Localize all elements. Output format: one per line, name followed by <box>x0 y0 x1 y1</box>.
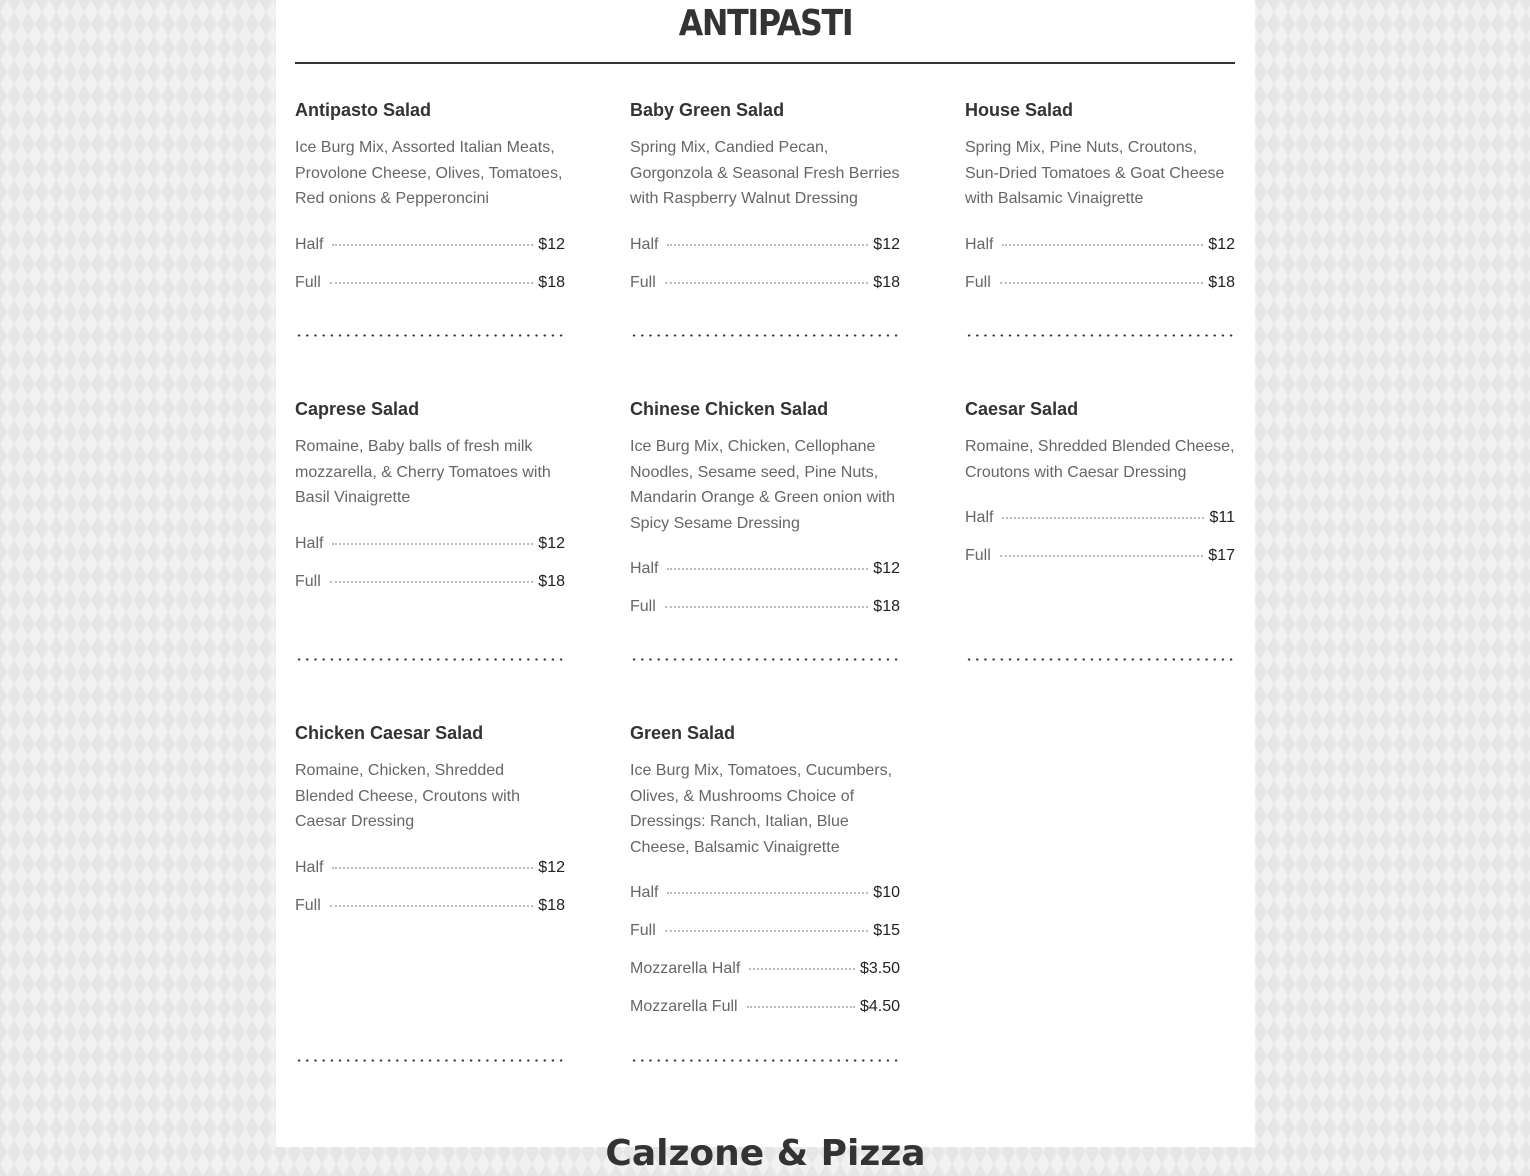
price-label: Full <box>295 572 321 590</box>
price-value: $12 <box>538 858 565 876</box>
price-value: $18 <box>538 896 565 914</box>
item-description: Romaine, Chicken, Shredded Blended Cheese, Croutons with Caesar Dressing <box>295 762 521 831</box>
price-value: $17 <box>1208 547 1235 565</box>
item-separator <box>630 658 900 661</box>
dot-leader <box>1000 282 1204 284</box>
menu-item-chicken-caesar-salad <box>295 722 565 935</box>
price-label: Half <box>965 509 994 527</box>
dot-leader <box>330 581 534 583</box>
price-label: Mozzarella Full <box>630 998 738 1016</box>
item-separator <box>295 334 565 337</box>
item-separator <box>965 658 1235 661</box>
item-name: Chinese Chicken Salad <box>630 399 829 419</box>
price-row <box>630 274 900 312</box>
price-list <box>965 509 1235 585</box>
item-separator <box>630 334 900 337</box>
item-name: Baby Green Salad <box>630 100 785 120</box>
price-value: $18 <box>873 598 900 616</box>
price-list <box>965 236 1235 312</box>
price-list <box>630 236 900 312</box>
price-value: $12 <box>873 560 900 578</box>
price-label: Full <box>965 273 991 291</box>
price-list <box>295 535 565 611</box>
price-row <box>630 560 900 598</box>
dot-leader <box>1002 244 1203 246</box>
item-description: Spring Mix, Pine Nuts, Croutons, Sun-Dried Tomatoes & Goat Cheese with Balsamic Vinaigrette <box>965 139 1225 208</box>
price-row <box>295 859 565 897</box>
price-row <box>965 236 1235 274</box>
dot-leader <box>330 282 534 284</box>
dot-leader <box>332 867 533 869</box>
price-value: $18 <box>1208 273 1235 291</box>
item-description: Spring Mix, Candied Pecan, Gorgonzola & Seasonal Fresh Berries with Raspberry Walnut Dressing <box>630 139 900 208</box>
price-value: $3.50 <box>859 960 900 978</box>
item-description: Ice Burg Mix, Tomatoes, Cucumbers, Olives, & Mushrooms Choice of Dressings: Ranch, Italian, Blue Cheese, Balsamic Vinaigrette <box>630 762 893 856</box>
price-list <box>630 884 900 1036</box>
price-value: $4.50 <box>859 998 900 1016</box>
item-separator <box>295 1059 565 1062</box>
price-row <box>630 598 900 636</box>
item-description: Romaine, Shredded Blended Cheese, Croutons with Caesar Dressing <box>965 438 1235 481</box>
dot-leader <box>332 543 533 545</box>
price-row <box>965 509 1235 547</box>
price-label: Half <box>630 235 659 253</box>
price-label: Half <box>295 235 324 253</box>
dot-leader <box>1002 517 1204 519</box>
item-description: Ice Burg Mix, Chicken, Cellophane Noodles, Sesame seed, Pine Nuts, Mandarin Orange & Green onion with Spicy Sesame Dressing <box>630 438 896 532</box>
next-section-title: Calzone & Pizza <box>605 1133 926 1174</box>
price-label: Half <box>295 858 324 876</box>
price-label: Full <box>295 896 321 914</box>
price-value: $12 <box>873 235 900 253</box>
dot-leader <box>747 1006 855 1008</box>
price-row <box>630 236 900 274</box>
menu-item-green-salad <box>630 722 900 1036</box>
menu-item-chinese-chicken-salad <box>630 398 900 636</box>
dot-leader <box>665 606 869 608</box>
price-value: $12 <box>538 534 565 552</box>
price-row <box>295 535 565 573</box>
price-row <box>295 573 565 611</box>
dot-leader <box>665 282 869 284</box>
price-label: Full <box>630 598 656 616</box>
section-title: ANTIPASTI <box>678 3 853 44</box>
price-value: $12 <box>538 235 565 253</box>
price-label: Mozzarella Half <box>630 960 741 978</box>
price-row <box>295 274 565 312</box>
dot-leader <box>749 968 855 970</box>
price-row <box>630 998 900 1036</box>
price-row <box>965 274 1235 312</box>
price-value: $18 <box>873 273 900 291</box>
item-name: Caesar Salad <box>965 399 1079 419</box>
dot-leader <box>665 930 869 932</box>
price-value: $10 <box>873 884 900 902</box>
price-list <box>630 560 900 636</box>
price-value: $12 <box>1208 235 1235 253</box>
price-label: Half <box>295 534 324 552</box>
price-label: Half <box>630 560 659 578</box>
item-separator <box>630 1059 900 1062</box>
menu-item-caprese-salad <box>295 398 565 611</box>
price-label: Full <box>965 547 991 565</box>
price-label: Half <box>630 884 659 902</box>
item-name: Green Salad <box>630 723 736 743</box>
price-row <box>295 897 565 935</box>
dot-leader <box>667 892 868 894</box>
dot-leader <box>667 568 868 570</box>
price-list <box>295 236 565 312</box>
item-separator <box>295 658 565 661</box>
price-label: Full <box>630 273 656 291</box>
item-description: Romaine, Baby balls of fresh milk mozzarella, & Cherry Tomatoes with Basil Vinaigrette <box>295 438 551 507</box>
item-name: House Salad <box>965 100 1074 120</box>
item-description: Ice Burg Mix, Assorted Italian Meats, Provolone Cheese, Olives, Tomatoes, Red onions & Pepperoncini <box>295 139 563 208</box>
price-row <box>965 547 1235 585</box>
price-list <box>295 859 565 935</box>
item-name: Antipasto Salad <box>295 100 432 120</box>
item-separator <box>965 334 1235 337</box>
price-label: Full <box>295 273 321 291</box>
item-name: Caprese Salad <box>295 399 420 419</box>
price-row <box>295 236 565 274</box>
dot-leader <box>1000 555 1204 557</box>
dot-leader <box>332 244 533 246</box>
price-row <box>630 960 900 998</box>
title-divider <box>295 62 1235 64</box>
menu-sheet <box>276 0 1255 1174</box>
item-name: Chicken Caesar Salad <box>295 723 484 743</box>
menu-item-house-salad <box>965 99 1235 312</box>
menu-item-antipasto-salad <box>295 99 565 312</box>
price-row <box>630 922 900 960</box>
price-value: $18 <box>538 572 565 590</box>
price-value: $18 <box>538 273 565 291</box>
price-value: $11 <box>1209 509 1235 527</box>
price-row <box>630 884 900 922</box>
dot-leader <box>330 905 534 907</box>
menu-item-baby-green-salad <box>630 99 900 312</box>
dot-leader <box>667 244 868 246</box>
price-label: Half <box>965 235 994 253</box>
menu-item-caesar-salad <box>965 398 1235 585</box>
price-label: Full <box>630 922 656 940</box>
price-value: $15 <box>873 922 900 940</box>
